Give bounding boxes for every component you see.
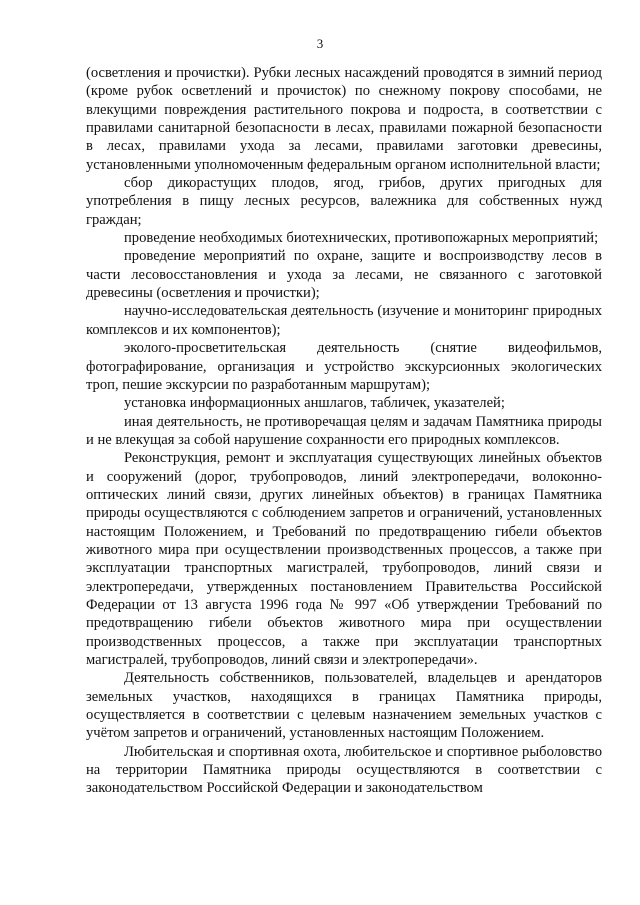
paragraph-biotechnical: проведение необходимых биотехнических, противопожарных мероприятий;: [124, 230, 599, 247]
paragraph-other-activity: иная деятельность, не противоречащая целям и задачам Памятника природы и не влекущая за собой нарушение сохранности его природных комплексов.: [86, 413, 602, 448]
paragraph-continuation: (осветления и прочистки). Рубки лесных насаждений проводятся в зимний период (кроме рубок осветлений и прочисток) по снежному покрову способами, не влекущими повреждения растительного покрова и подроста, в соответствии с правилами санитарной безопасности в лесах, правилами пожарной безопасности в лесах, правилами ухода за лесами, правилами заготовки древесины, установленными уполномоченным федеральным органом исполнительной власти;: [86, 65, 602, 173]
paragraph-forest-protection: проведение мероприятий по охране, защите и воспроизводству лесов в части лесовосстановления и ухода за лесами, не связанного с заготовкой древесины (осветления и прочистки);: [86, 248, 602, 302]
page-number: 3: [316, 36, 324, 51]
paragraph-eco-education: эколого-просветительская деятельность (снятие видеофильмов, фотографирование, организация и устройство экскурсионных экологических троп, пешие экскурсии по разработанным маршрутам);: [86, 340, 602, 393]
paragraph-wild-harvest: сбор дикорастущих плодов, ягод, грибов, других пригодных для употребления в пищу лесных ресурсов, валежника для собственных нужд граждан;: [86, 175, 602, 228]
paragraph-hunting-fishing: Любительская и спортивная охота, любительское и спортивное рыболовство на территории Памятника природы осуществляются в соответствии с законодательством Российской Федерации и законодательством: [86, 743, 602, 797]
document-body: [86, 64, 602, 798]
paragraph-signage: установка информационных аншлагов, табличек, указателей;: [124, 395, 505, 412]
paragraph-land-owners: Деятельность собственников, пользователей, владельцев и арендаторов земельных участков, находящихся в границах Памятника природы, осуществляется в соответствии с целевым назначением земельных участков с учётом запретов и ограничений, установленных настоящим Положением.: [86, 670, 602, 742]
paragraph-linear-objects: Реконструкция, ремонт и эксплуатация существующих линейных объектов и сооружений (дорог, трубопроводов, линий электропередачи, волоконно-оптических линий связи, других линейных объектов) в границах Памятника природы осуществляются с соблюдением запретов и ограничений, установленных настоящим Положением, и Требований по предотвращению гибели объектов животного мира при осуществлении производственных процессов, а также при эксплуатации транспортных магистралей, трубопроводов, линий связи и электропередачи, утвержденных постановлением Правительства Российской Федерации от 13 августа 1996 года № 997 «Об утверждении Требований по предотвращению гибели объектов животного мира при осуществлении производственных процессов, а также при эксплуатации транспортных магистралей, трубопроводов, линий связи и электропередачи».: [86, 450, 602, 668]
paragraph-research: научно-исследовательская деятельность (изучение и мониторинг природных комплексов и их компонентов);: [86, 303, 602, 338]
